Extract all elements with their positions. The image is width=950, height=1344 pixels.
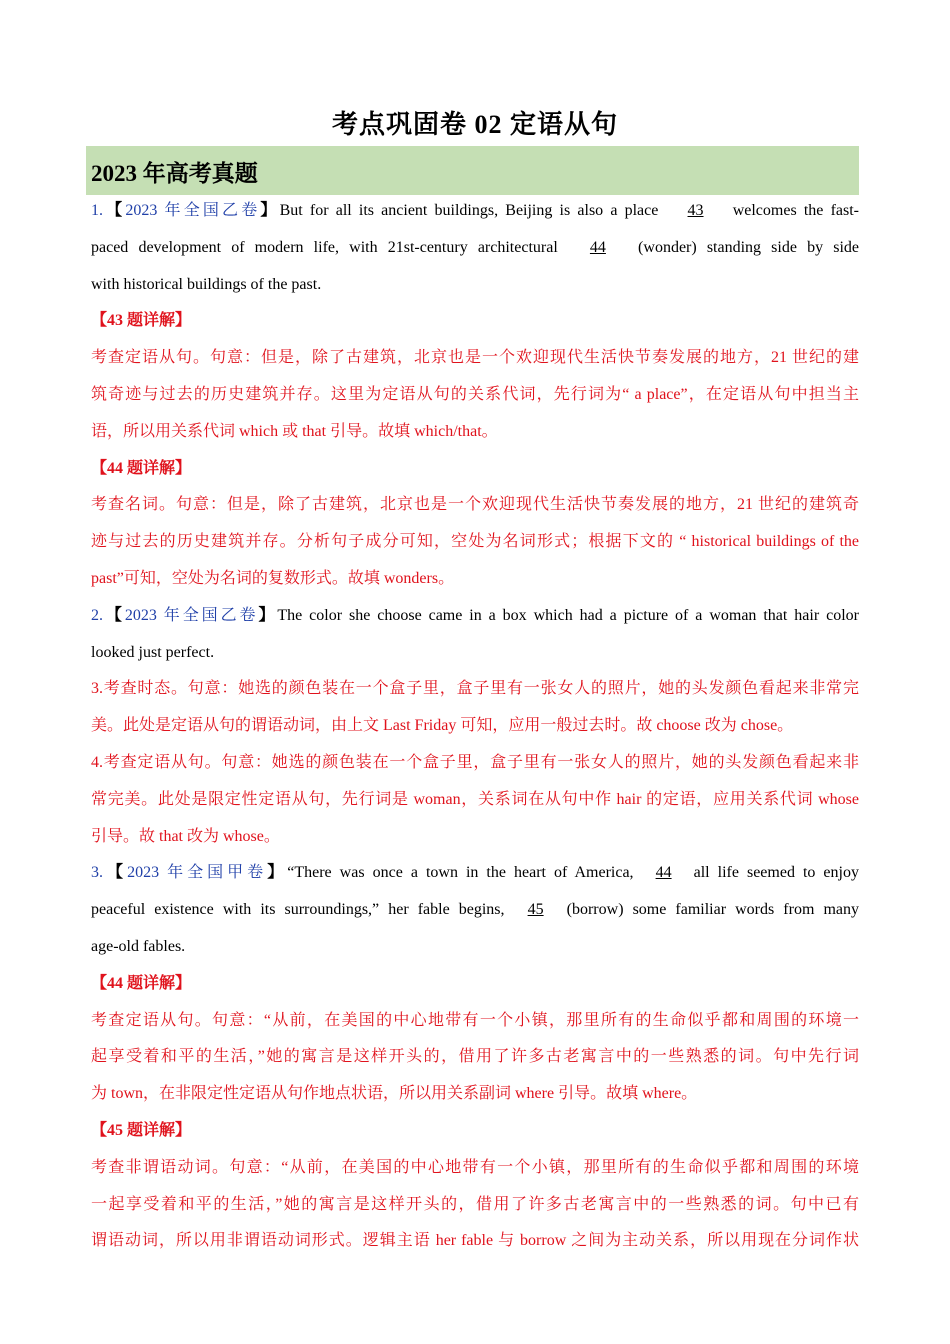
question-number: 2. [91,606,103,624]
blank-44[interactable]: 44 [589,238,606,256]
question-number: 3. [91,864,103,882]
page-title: 考点巩固卷 02 定语从句 [331,110,618,139]
section-header: 2023 年高考真题 [91,161,258,186]
blank-43[interactable]: 43 [687,202,704,219]
question-text: all life seemed to enjoy [685,864,859,882]
question-1-line-2 [91,230,859,267]
source-bracket-right: 】 [267,864,288,882]
question-1-line-1 [91,193,859,230]
explanation-3-45-line-3: 谓语动词，所以用非谓语动词形式。逻辑主语 her fable 与 borrow 之间为主动关系，所以用现在分词作状 [91,1232,859,1250]
question-text: paced development of modern life, with 21st-century architectural [91,238,568,256]
question-text: The color she choose came in a box which had a picture of a woman that hair color [277,606,859,624]
question-2-line-1 [91,598,859,635]
source-bracket-right: 】 [258,606,278,624]
question-text: (borrow) some familiar words from many [557,901,859,919]
explanation-header-43: 【43 题详解】 [91,312,192,330]
question-text: “There was once a town in the heart of America, [287,864,642,882]
source-bracket-right: 】 [260,202,280,219]
question-3-line-2 [91,892,859,929]
question-number: 1. [91,202,103,219]
explanation-header-3-44: 【44 题详解】 [91,974,192,992]
explanation-4-line-2: 常完美。此处是限定性定语从句，先行词是 woman，关系词在从句中作 hair 的定语，应用关系代词 whose [91,790,859,808]
explanation-4-line-1: 4.考查定语从句。句意：她选的颜色装在一个盒子里，盒子里有一张女人的照片，她的头发颜色看起来非 [91,753,859,771]
question-text: peaceful existence with its surroundings,” her fable begins, [91,901,514,919]
explanation-3-45-line-2: 一起享受着和平的生活，”她的寓言是这样开头的，借用了许多古老寓言中的一些熟悉的词。句中已有 [91,1195,859,1213]
section-header-band [86,146,859,195]
explanation-43-line-1: 考查定语从句。句意：但是，除了古建筑，北京也是一个欢迎现代生活快节奏发展的地方，21 世纪的建 [91,349,859,367]
question-source: 2023 年全国甲卷 [127,864,268,882]
question-text: (wonder) standing side by side [627,238,860,256]
question-3-line-3: age-old fables. [91,937,186,955]
source-bracket-left: 【 [103,864,128,882]
explanation-header-3-45: 【45 题详解】 [91,1121,192,1139]
document-body [91,193,859,1260]
source-bracket-left: 【 [103,606,125,624]
question-1-line-3: with historical buildings of the past. [91,275,322,293]
question-source: 2023 年全国乙卷 [124,606,259,624]
explanation-3-line-1: 3.考查时态。句意：她选的颜色装在一个盒子里，盒子里有一张女人的照片，她的头发颜色看起来非常完 [91,680,859,698]
explanation-4-line-3: 引导。故 that 改为 whose。 [91,827,280,845]
explanation-3-44-line-2: 起享受着和平的生活，”她的寓言是这样开头的，借用了许多古老寓言中的一些熟悉的词。句中先行词 [91,1048,859,1066]
explanation-3-44-line-3: 为 town，在非限定性定语从句作地点状语，所以用关系副词 where 引导。故填 where。 [91,1085,698,1103]
question-text: welcomes the fast- [725,202,859,219]
explanation-header-44: 【44 题详解】 [91,459,192,477]
explanation-43-line-3: 语，所以用关系代词 which 或 that 引导。故填 which/that。 [91,422,498,440]
explanation-44-line-2: 迹与过去的历史建筑并存。分析句子成分可知，空处为名词形式；根据下文的 “ historical buildings of the [91,533,859,551]
blank-44[interactable]: 44 [655,864,672,882]
blank-45[interactable]: 45 [527,901,544,919]
question-3-line-1 [91,855,859,892]
explanation-44-line-1: 考查名词。句意：但是，除了古建筑，北京也是一个欢迎现代生活快节奏发展的地方，21 世纪的建筑奇 [91,496,859,514]
question-source: 2023 年全国乙卷 [125,202,261,219]
question-2-line-2: looked just perfect. [91,643,215,661]
explanation-3-line-2: 美。此处是定语从句的谓语动词，由上文 Last Friday 可知，应用一般过去时。故 choose 改为 chose。 [91,717,794,735]
explanation-43-line-2: 筑奇迹与过去的历史建筑并存。这里为定语从句的关系代词，先行词为“ a place”，在定语从句中担当主 [91,385,859,403]
explanation-44-line-3: past”可知，空处为名词的复数形式。故填 wonders。 [91,569,455,587]
explanation-3-45-line-1: 考查非谓语动词。句意：“从前，在美国的中心地带有一个小镇，那里所有的生命似乎都和周围的环境 [91,1158,859,1176]
source-bracket-left: 【 [103,202,126,219]
explanation-3-44-line-1: 考查定语从句。句意：“从前，在美国的中心地带有一个小镇，那里所有的生命似乎都和周围的环境一 [91,1011,859,1029]
question-text: But for all its ancient buildings, Beijing is also a place [279,202,666,219]
